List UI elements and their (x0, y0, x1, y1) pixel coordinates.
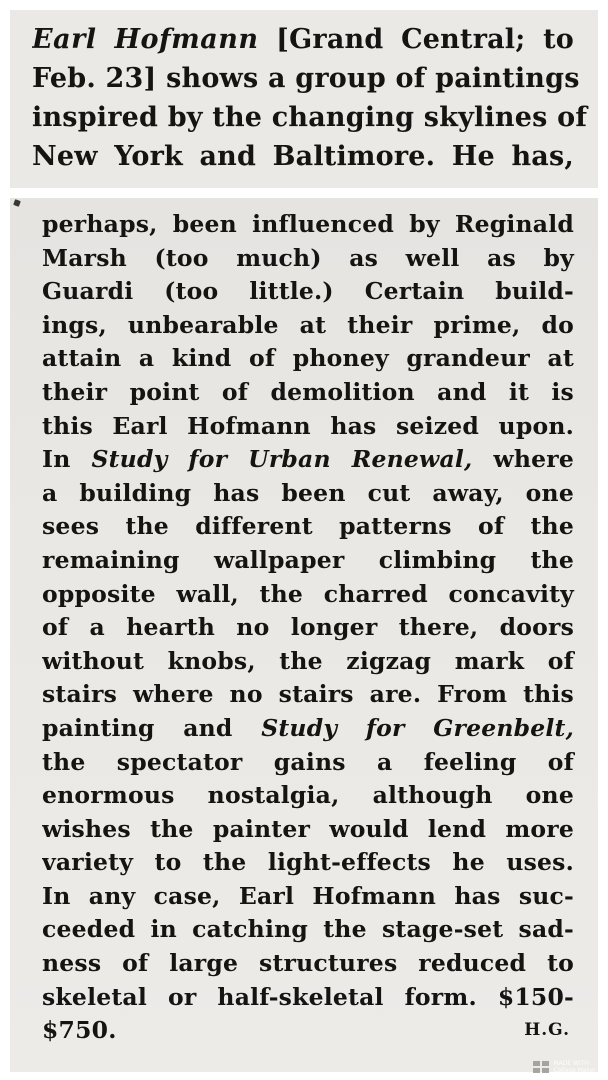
text-line: inspired by the changing skylines of (32, 102, 588, 133)
text-line (32, 20, 598, 59)
text-line (42, 443, 598, 477)
author-name: Earl Hofmann (32, 24, 259, 55)
text-line: this Earl Hofmann has seized upon. (42, 411, 574, 440)
text-line: the spectator gains a feeling of (42, 747, 574, 776)
watermark-text (553, 1060, 596, 1074)
author-initials: H.G. (524, 1020, 570, 1041)
text-line: skeletal or half-skeletal form. $150- (42, 982, 574, 1011)
line-text: [Grand Central; to (258, 24, 574, 55)
painting-title: Study for Greenbelt, (261, 713, 574, 742)
text-line: stairs where no stairs are. From this (42, 680, 574, 709)
top-clipping (10, 10, 598, 188)
text-line: ings, unbearable at their prime, do (42, 310, 574, 339)
text-line: their point of demolition and it is (42, 377, 574, 406)
text-line: ness of large structures reduced to (42, 949, 574, 978)
text-line: In any case, Earl Hofmann has suc- (42, 881, 574, 910)
text-line: opposite wall, the charred concavity (42, 579, 574, 608)
text-line: Guardi (too little.) Certain build- (42, 277, 574, 306)
text-line: enormous nostalgia, although one (42, 781, 574, 810)
text-line: without knobs, the zigzag mark of (42, 646, 574, 675)
text-line: attain a kind of phoney grandeur at (42, 344, 574, 373)
text-line: variety to the light-effects he uses. (42, 848, 574, 877)
text-line: Feb. 23] shows a group of paintings (32, 63, 580, 94)
text-line: wishes the painter would lend more (42, 814, 574, 843)
text-line: perhaps, been influenced by Reginald (42, 210, 574, 238)
watermark-line1: MADE WITH (553, 1060, 589, 1067)
watermark-line2: Collage Maker (553, 1067, 596, 1074)
painting-title: Study for Urban Renewal, (91, 445, 473, 474)
line-text: painting and (42, 713, 262, 742)
text-line (42, 1014, 598, 1048)
text-line: of a hearth no longer there, doors (42, 613, 574, 642)
text-line: Marsh (too much) as well as by (42, 243, 574, 272)
price-end: $750. (42, 1016, 117, 1045)
bottom-clipping (10, 198, 598, 1072)
text-line: ceeded in catching the stage-set sad- (42, 915, 574, 944)
text-line: sees the different patterns of the (42, 512, 574, 541)
collage-grid-icon (533, 1061, 549, 1073)
line-text: where (472, 445, 574, 474)
text-line: remaining wallpaper climbing the (42, 545, 574, 574)
line-text: In (42, 445, 92, 474)
text-line: New York and Baltimore. He has, (32, 141, 574, 172)
text-line (42, 712, 598, 746)
ink-mark (13, 199, 21, 207)
text-line: a building has been cut away, one (42, 478, 574, 507)
collage-maker-watermark (533, 1060, 596, 1074)
